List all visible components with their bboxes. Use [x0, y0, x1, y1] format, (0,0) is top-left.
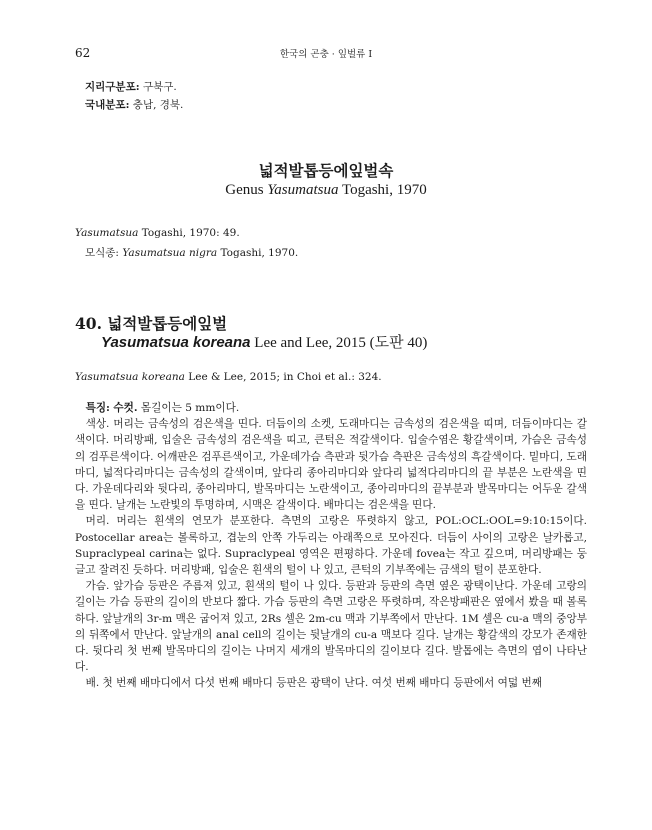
- species-title: 40. 넓적발톱등에잎벌: [75, 314, 228, 333]
- world-distribution-value: 구북구.: [142, 81, 177, 93]
- world-distribution-label: 지리구분포:: [85, 81, 140, 93]
- korea-distribution-label: 국내분포:: [85, 99, 130, 111]
- genus-heading: [0, 182, 652, 199]
- genus-korean-name: 넓적발톱등에잎벌속: [258, 161, 394, 180]
- world-distribution: [85, 79, 177, 94]
- genus-prefix: Genus: [225, 182, 268, 198]
- sex-label: 수컷.: [113, 402, 138, 414]
- genus-ref-text: Togashi, 1970: 49.: [138, 227, 240, 239]
- feature-label: 특징:: [85, 402, 110, 414]
- type-species-label: 모식종:: [85, 247, 123, 259]
- genus-ref-sci: Yasumatsua: [75, 227, 139, 239]
- running-title: 한국의 곤충 · 잎벌류 I: [279, 49, 373, 60]
- color-paragraph: 색상. 머리는 금속성의 검은색을 띤다. 더듬이의 소켓, 도래마디는 금속성의 검은색을 띠며, 더듬이마디는 갈색이다. 머리방패, 입술은 금속성의 검은색을 띠고, 큰턱은 적갈색이다. 입술수염은 황갈색이며, 가슴은 금속성의 검푸른색이다. 어깨판은 검푸른색이고, 가운데가슴 측판과 뒷가슴 측판은 금속성의 흑갈색이다. 밑마디, 도래마디, 넓적다리마디는 금속성의 갈색이며, 앞다리 종아리마디와 앞다리 넓적다리마디의 끝 부분은 노란색을 띤다. 가운데다리와 뒷다리, 종아리마디, 발목마디는 노란색이고, 종아리마디의 끝부분과 발목마디는 어두운 갈색을 띤다. 날개는 노란빛의 투명하며, 시맥은 갈색이다. 배마디는 검은색을 띤다.: [75, 418, 587, 512]
- type-species-author: Togashi, 1970.: [217, 247, 299, 259]
- korea-distribution-value: 충남, 경북.: [132, 99, 184, 111]
- type-species-sci: Yasumatsua nigra: [122, 247, 218, 259]
- species-author: Lee and Lee, 2015 (도판 40): [250, 335, 428, 351]
- abdomen-paragraph: 배. 첫 번째 배마디에서 다섯 번째 배마디 등판은 광택이 난다. 여섯 번째 배마디 등판에서 여덟 번째: [85, 677, 542, 690]
- feature-paragraph: [75, 400, 587, 416]
- type-species: [85, 245, 298, 260]
- species-reference: [75, 371, 382, 383]
- species-ref-sci: Yasumatsua koreana: [75, 371, 185, 383]
- species-heading: [101, 331, 427, 352]
- page-number: 62: [75, 46, 91, 60]
- body-size: 몸길이는 5 mm이다.: [140, 402, 240, 414]
- genus-reference: [75, 227, 240, 239]
- head-paragraph: 머리. 머리는 흰색의 연모가 분포한다. 측면의 고랑은 뚜렷하지 않고, POL:OCL:OOL=9:10:15이다. Postocellar area는 볼록하고, 겹눈의 안쪽 가두리는 아래쪽으로 모아진다. 더듬이 사이의 고랑은 날카롭고, Supraclypeal carina는 없다. Supraclypeal 영역은 편평하다. 가운데 fovea는 작고 깊으며, 머리방패는 둥글고 잘려진 듯하다. 머리방패, 입술은 흰색의 털이 나 있고, 큰턱의 기부쪽에는 금색의 털이 분포한다.: [75, 515, 587, 577]
- species-sci-name: Yasumatsua koreana: [101, 334, 251, 351]
- species-description: [75, 400, 587, 692]
- species-ref-text: Lee & Lee, 2015; in Choi et al.: 324.: [184, 371, 382, 383]
- genus-author: Togashi, 1970: [338, 182, 427, 198]
- thorax-paragraph: 가슴. 앞가슴 등판은 주름져 있고, 흰색의 털이 나 있다. 등판과 등판의 측면 옆은 광택이난다. 가운데 고랑의 길이는 가슴 등판의 길이의 반보다 짧다. 가슴 등판의 측면 고랑은 뚜렷하며, 작은방패판은 옆에서 봤을 때 볼록하다. 앞날개의 3r-m 맥은 굽어져 있고, 2Rs 셀은 2m-cu 맥과 기부쪽에서 만난다. 1M 셀은 cu-a 맥의 중앙부의 뒤쪽에서 만난다. 앞날개의 anal cell의 길이는 뒷날개의 cu-a 맥보다 길다. 날개는 황갈색의 강모가 존재한다. 뒷다리 첫 번째 발목마디의 길이는 나머지 세개의 발목마디의 길이보다 길다. 발톱에는 측면의 엽이 나타난다.: [75, 580, 587, 674]
- korea-distribution: [85, 97, 183, 112]
- genus-sci-name: Yasumatsua: [267, 182, 339, 198]
